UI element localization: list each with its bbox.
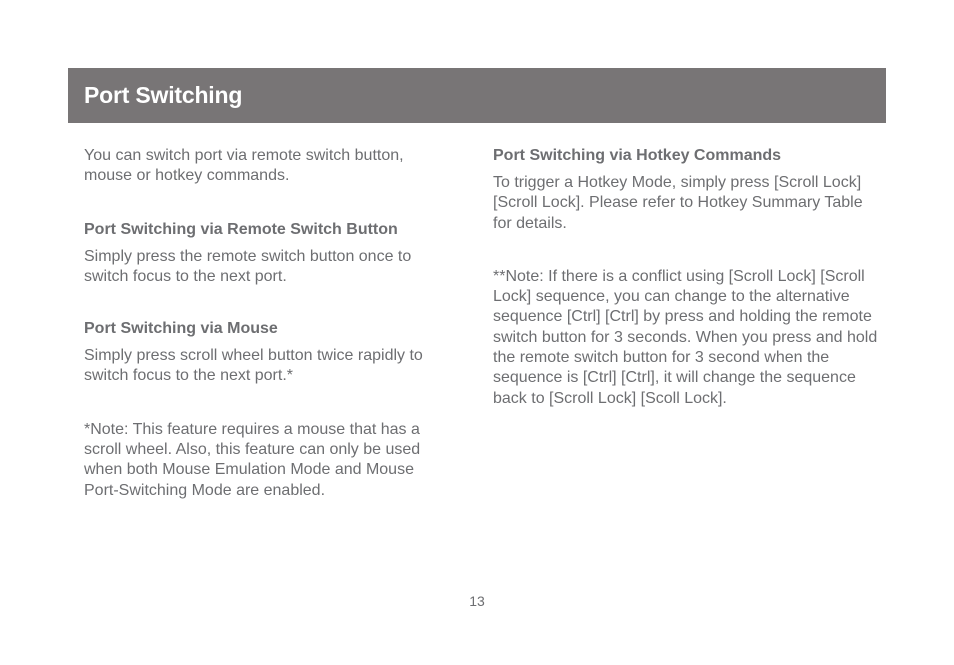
left-column — [84, 146, 444, 501]
hotkey-footnote: **Note: If there is a conflict using [Scroll Lock] [Scroll Lock] sequence, you can change to the alternative sequence [Ctrl] [Ctrl] by press and holding the remote switch button for 3 seconds. When you press and hold the remote switch button for 3 second when the sequence is [Ctrl] [Ctrl], it will change the sequence back to [Scroll Lock] [Scoll Lock]. — [493, 267, 878, 407]
remote-switch-paragraph: Simply press the remote switch button once to switch focus to the next port. — [84, 247, 412, 285]
hotkey-heading: Port Switching via Hotkey Commands — [493, 147, 782, 164]
page-number: 13 — [469, 593, 485, 609]
intro-paragraph: You can switch port via remote switch button, mouse or hotkey commands. — [84, 147, 404, 185]
right-column — [493, 146, 885, 409]
mouse-footnote: *Note: This feature requires a mouse that has a scroll wheel. Also, this feature can only be used when both Mouse Emulation Mode and Mouse Port-Switching Mode are enabled. — [84, 420, 421, 499]
mouse-paragraph: Simply press scroll wheel button twice rapidly to switch focus to the next port.* — [84, 347, 423, 385]
mouse-heading: Port Switching via Mouse — [84, 320, 278, 338]
remote-switch-heading: Port Switching via Remote Switch Button — [84, 220, 398, 238]
page-title: Port Switching — [84, 82, 243, 108]
section-header-bar — [68, 68, 886, 123]
hotkey-paragraph: To trigger a Hotkey Mode, simply press [Scroll Lock] [Scroll Lock]. Please refer to Hotkey Summary Table for details. — [493, 174, 863, 232]
